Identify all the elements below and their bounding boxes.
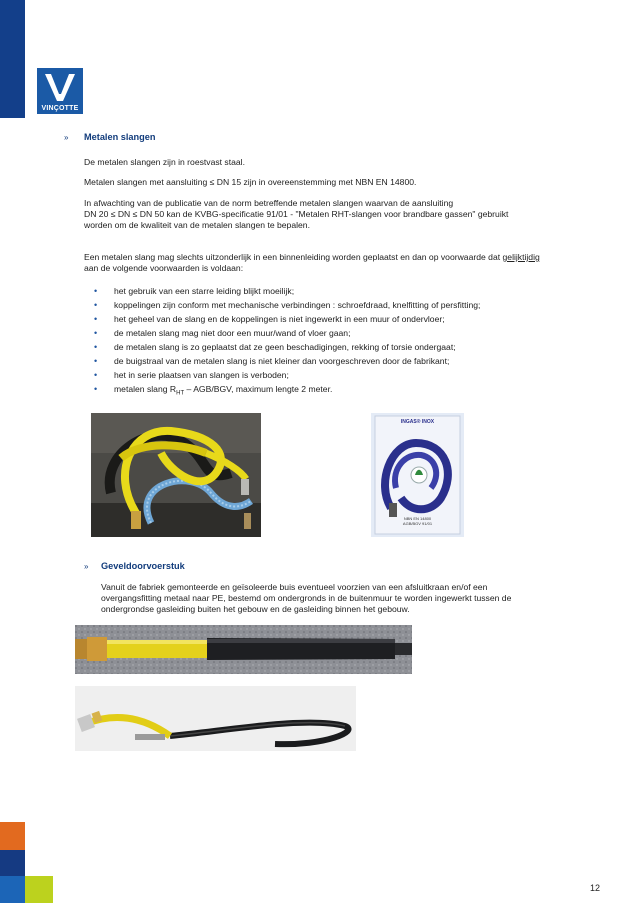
section2-line-3: ondergrondse gasleiding buiten het gebouw en de gasleiding binnen het gebouw. (101, 604, 410, 614)
bullet-icon: • (94, 314, 98, 324)
photo-wall-sleeve-curved (75, 686, 356, 751)
photo-yellow-blue-hoses (91, 413, 261, 537)
section-heading-metalen-slangen: Metalen slangen (84, 132, 156, 142)
list-item: de metalen slang mag niet door een muur/wand of vloer gaan; (114, 328, 351, 338)
package-label-bottom-2: AGB/BGV 91/01 (402, 521, 433, 526)
condition-subscript: HT (176, 390, 185, 397)
corner-block-orange (0, 822, 25, 850)
condition-prefix: metalen slang R (114, 384, 177, 394)
left-accent-bar (0, 0, 25, 118)
condition-suffix: – AGB/BGV, maximum lengte 2 meter. (184, 384, 333, 394)
paragraph-3-line-1: In afwachting van de publicatie van de norm betreffende metalen slangen waarvan de aansluiting (84, 198, 454, 208)
package-label-bottom-1: NBN EN 14800 (403, 516, 432, 521)
page-number: 12 (589, 883, 600, 893)
list-item (114, 384, 332, 400)
photo-wall-sleeve-straight (75, 625, 412, 674)
bullet-icon: • (94, 370, 98, 380)
list-item: de buigstraal van de metalen slang is niet kleiner dan voorgeschreven door de fabrikant; (114, 356, 450, 366)
section2-line-1: Vanuit de fabriek gemonteerde en geïsoleerde buis eventueel voorzien van een afsluitkraan en/of een (101, 582, 488, 592)
list-item: de metalen slang is zo geplaatst dat ze geen beschadigingen, rekking of torsie ondergaat; (114, 342, 456, 352)
bullet-icon: • (94, 342, 98, 352)
paragraph-4-line-2: aan de volgende voorwaarden is voldaan: (84, 263, 244, 273)
section-bullet-icon: » (84, 562, 89, 571)
logo-text: VINÇOTTE (41, 105, 79, 112)
list-item: het in serie plaatsen van slangen is verboden; (114, 370, 289, 380)
photo-packaged-hose (371, 413, 464, 537)
bullet-icon: • (94, 328, 98, 338)
paragraph-1: De metalen slangen zijn in roestvast staal. (84, 157, 245, 167)
list-item: het geheel van de slang en de koppelingen is niet ingewerkt in een muur of ondervloer; (114, 314, 445, 324)
paragraph-4-line-1 (84, 252, 540, 263)
bullet-icon: • (94, 300, 98, 310)
bullet-icon: • (94, 286, 98, 296)
vincotte-logo (37, 68, 83, 114)
list-item: het gebruik van een starre leiding blijkt moeilijk; (114, 286, 295, 296)
corner-block-lime (25, 876, 53, 903)
section2-line-2: overgangsfitting metaal naar PE, bestemd om ondergronds in de buitenmuur te worden ingewerkt tussen de (101, 593, 512, 603)
package-label-top: INGAS® INOX (400, 419, 435, 425)
paragraph-4-main: Een metalen slang mag slechts uitzonderlijk in een binnenleiding worden geplaatst en dan op voorwaarde dat (84, 252, 503, 262)
underlined-gelijktijdig: gelijktijdig (502, 252, 540, 262)
paragraph-2: Metalen slangen met aansluiting ≤ DN 15 zijn in overeenstemming met NBN EN 14800. (84, 177, 417, 187)
list-item: koppelingen zijn conform met mechanische verbindingen : schroefdraad, knelfitting of persfitting; (114, 300, 481, 310)
paragraph-3-line-3: worden om de kwaliteit van de metalen slangen te bepalen. (84, 220, 310, 230)
section-heading-geveldoorvoerstuk: Geveldoorvoerstuk (101, 561, 185, 571)
bullet-icon: • (94, 356, 98, 366)
paragraph-3-line-2: DN 20 ≤ DN ≤ DN 50 kan de KVBG-specificatie 91/01 - "Metalen RHT-slangen voor brandbare gassen" gebruikt (84, 209, 509, 219)
corner-block-navy (0, 850, 25, 876)
section-bullet-icon: » (64, 133, 69, 142)
bullet-icon: • (94, 384, 98, 394)
corner-block-blue (0, 876, 25, 903)
